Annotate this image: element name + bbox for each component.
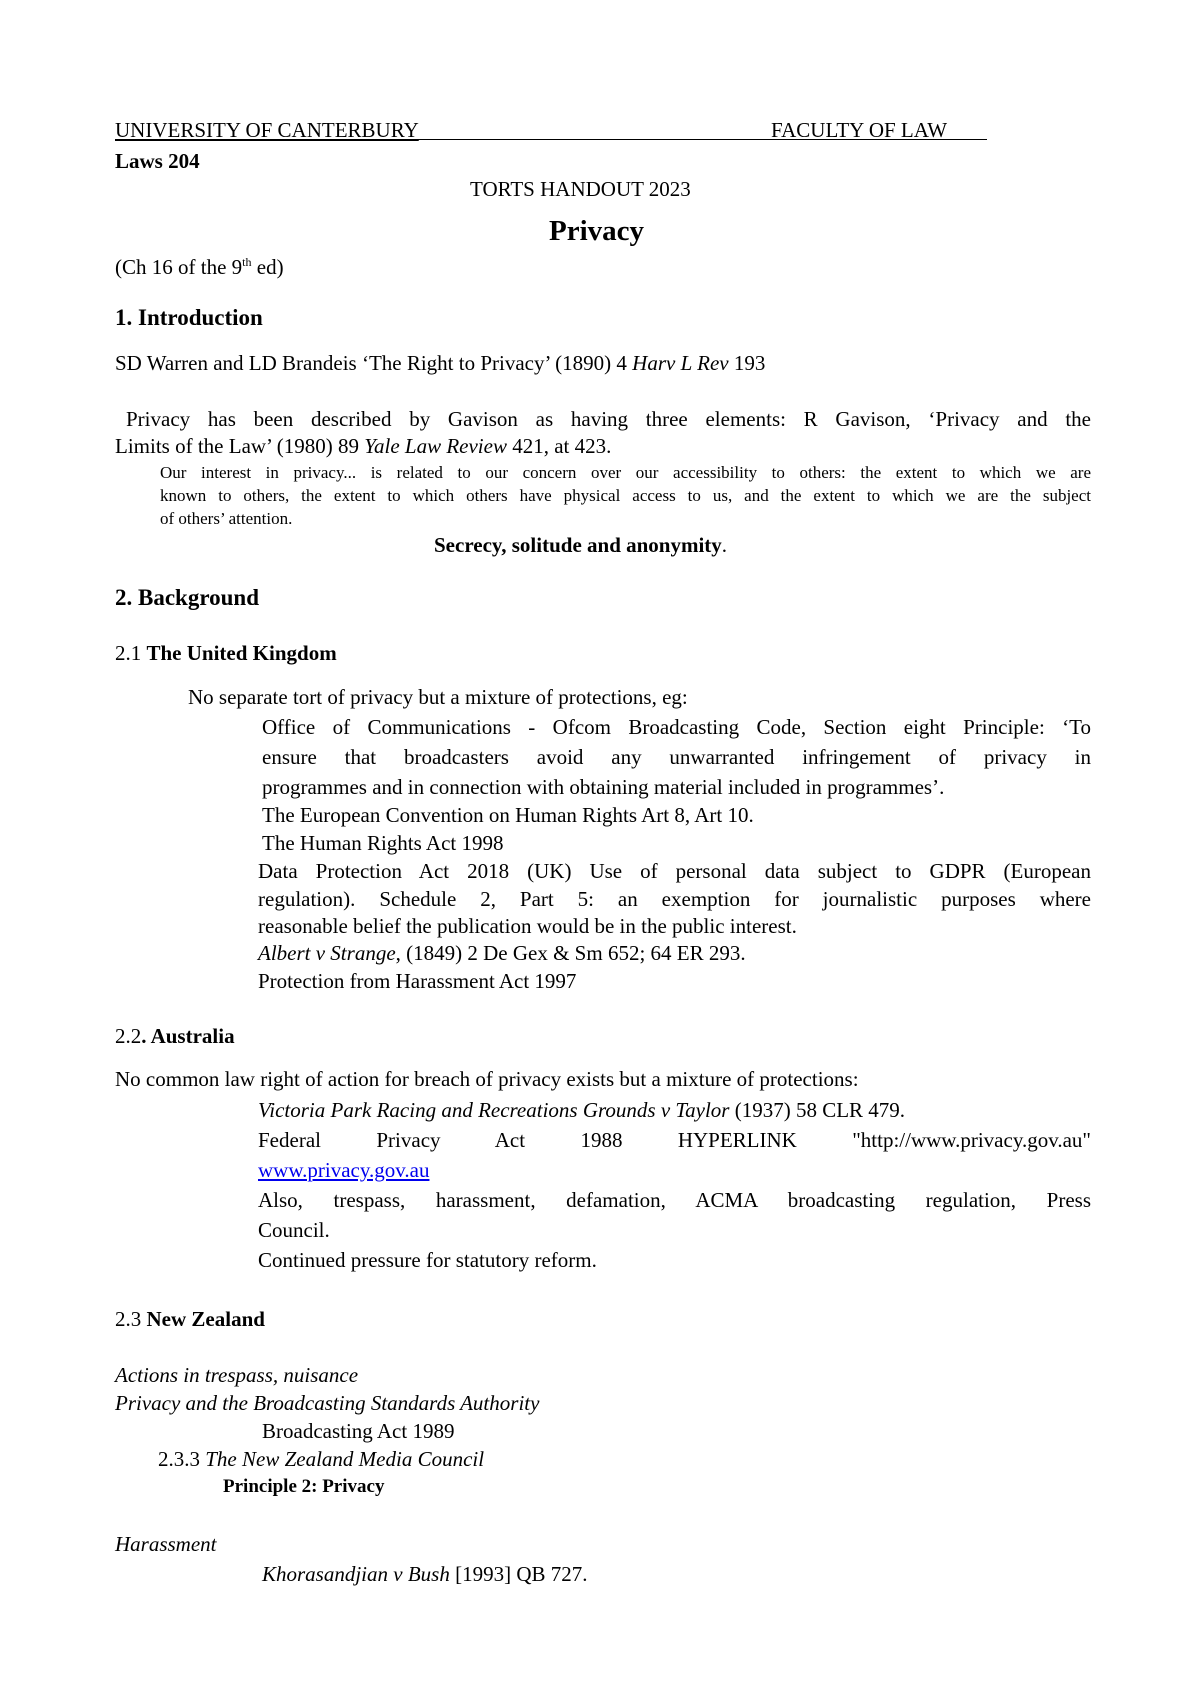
chapter-text-end: ed) [251,255,284,279]
course-code: Laws 204 [115,149,200,173]
media-council-title: The New Zealand Media Council [205,1447,485,1471]
ofcom-line-2: ensure that broadcasters avoid any unwarranted infringement of privacy in [262,745,1091,769]
subsection-heading-nz [115,1306,265,1332]
ofcom-line-1: Office of Communications - Ofcom Broadcasting Code, Section eight Principle: ‘To [262,715,1091,739]
albert-case-name: Albert v Strange [258,941,396,965]
intro-reference [115,350,765,376]
nz-harassment: Harassment [115,1532,217,1556]
subsection-number-uk: 2.1 [115,641,147,665]
gavison-text: Limits of the Law’ (1980) 89 [115,434,365,458]
media-council-heading [158,1446,484,1472]
gavison-quote-line-2: known to others, the extent to which others have physical access to us, and the extent to which we are the subject [160,486,1091,505]
broadcasting-act-item: Broadcasting Act 1989 [262,1419,455,1443]
principle-privacy: Principle 2: Privacy [223,1476,385,1497]
privacy-elements [434,532,727,558]
subsection-heading-australia [115,1023,235,1049]
page-title: Privacy [549,215,645,247]
handout-title: TORTS HANDOUT 2023 [470,177,691,201]
intro-reference-end: 193 [728,351,766,375]
khorasandjian-case-name: Khorasandjian v Bush [262,1562,450,1586]
harassment-act-item: Protection from Harassment Act 1997 [258,969,577,993]
victoria-park-case [258,1097,905,1123]
australia-intro: No common law right of action for breach of privacy exists but a mixture of protections: [115,1067,859,1091]
gavison-journal: Yale Law Review [364,434,507,458]
statutory-reform-item: Continued pressure for statutory reform. [258,1248,597,1272]
subsection-title-australia: . Australia [141,1024,235,1048]
section-heading-background: 2. Background [115,585,260,610]
gavison-paragraph-line-2 [115,433,611,459]
chapter-superscript: th [242,255,252,269]
dpa-line-1: Data Protection Act 2018 (UK) Use of personal data subject to GDPR (European [258,859,1091,883]
subsection-number-australia: 2.2 [115,1024,142,1048]
victoria-park-case-name: Victoria Park Racing and Recreations Grounds v Taylor [258,1098,730,1122]
privacy-elements-end: . [721,533,728,557]
faculty-heading: FACULTY OF LAW [771,118,948,142]
intro-reference-journal: Harv L Rev [632,351,729,375]
albert-case [258,940,746,966]
media-council-number: 2.3.3 [158,1447,206,1471]
hra-item: The Human Rights Act 1998 [262,831,504,855]
khorasandjian-case [262,1561,588,1587]
gavison-quote-line-1: Our interest in privacy... is related to our concern over our accessibility to others: the extent to which we are [160,463,1091,482]
also-line-2: Council. [258,1218,330,1242]
federal-privacy-act-line: Federal Privacy Act 1988 HYPERLINK "http://www.privacy.gov.au" [258,1128,1091,1152]
university-heading: UNIVERSITY OF CANTERBURY [115,118,419,142]
subsection-title-uk: The United Kingdom [146,641,337,665]
chapter-text: (Ch 16 of the 9 [115,255,243,279]
chapter-reference [115,254,284,280]
khorasandjian-case-cite: [1993] QB 727. [449,1562,588,1586]
gavison-paragraph-line-1: Privacy has been described by Gavison as having three elements: R Gavison, ‘Privacy and the [126,407,1091,431]
albert-case-cite: , (1849) 2 De Gex & Sm 652; 64 ER 293. [395,941,746,965]
subsection-number-nz: 2.3 [115,1307,147,1331]
subsection-title-nz: New Zealand [146,1307,265,1331]
gavison-text-end: 421, at 423. [506,434,612,458]
nz-actions: Actions in trespass, nuisance [115,1363,359,1387]
section-heading-introduction: 1. Introduction [115,305,263,330]
ofcom-line-3: programmes and in connection with obtaining material included in programmes’. [262,775,945,799]
dpa-line-3: reasonable belief the publication would be in the public interest. [258,914,797,938]
privacy-elements-bold: Secrecy, solitude and anonymity [434,533,722,557]
privacy-gov-link[interactable]: www.privacy.gov.au [258,1158,430,1182]
intro-reference-text: SD Warren and LD Brandeis ‘The Right to Privacy’ (1890) 4 [115,351,633,375]
echr-item: The European Convention on Human Rights Art 8, Art 10. [262,803,754,827]
also-line-1: Also, trespass, harassment, defamation, ACMA broadcasting regulation, Press [258,1188,1091,1212]
gavison-quote-line-3: of others’ attention. [160,509,293,528]
subsection-heading-uk [115,640,337,666]
uk-intro: No separate tort of privacy but a mixture of protections, eg: [188,685,688,709]
nz-bsa: Privacy and the Broadcasting Standards Authority [115,1391,540,1415]
victoria-park-case-cite: (1937) 58 CLR 479. [729,1098,906,1122]
dpa-line-2: regulation). Schedule 2, Part 5: an exemption for journalistic purposes where [258,887,1091,911]
